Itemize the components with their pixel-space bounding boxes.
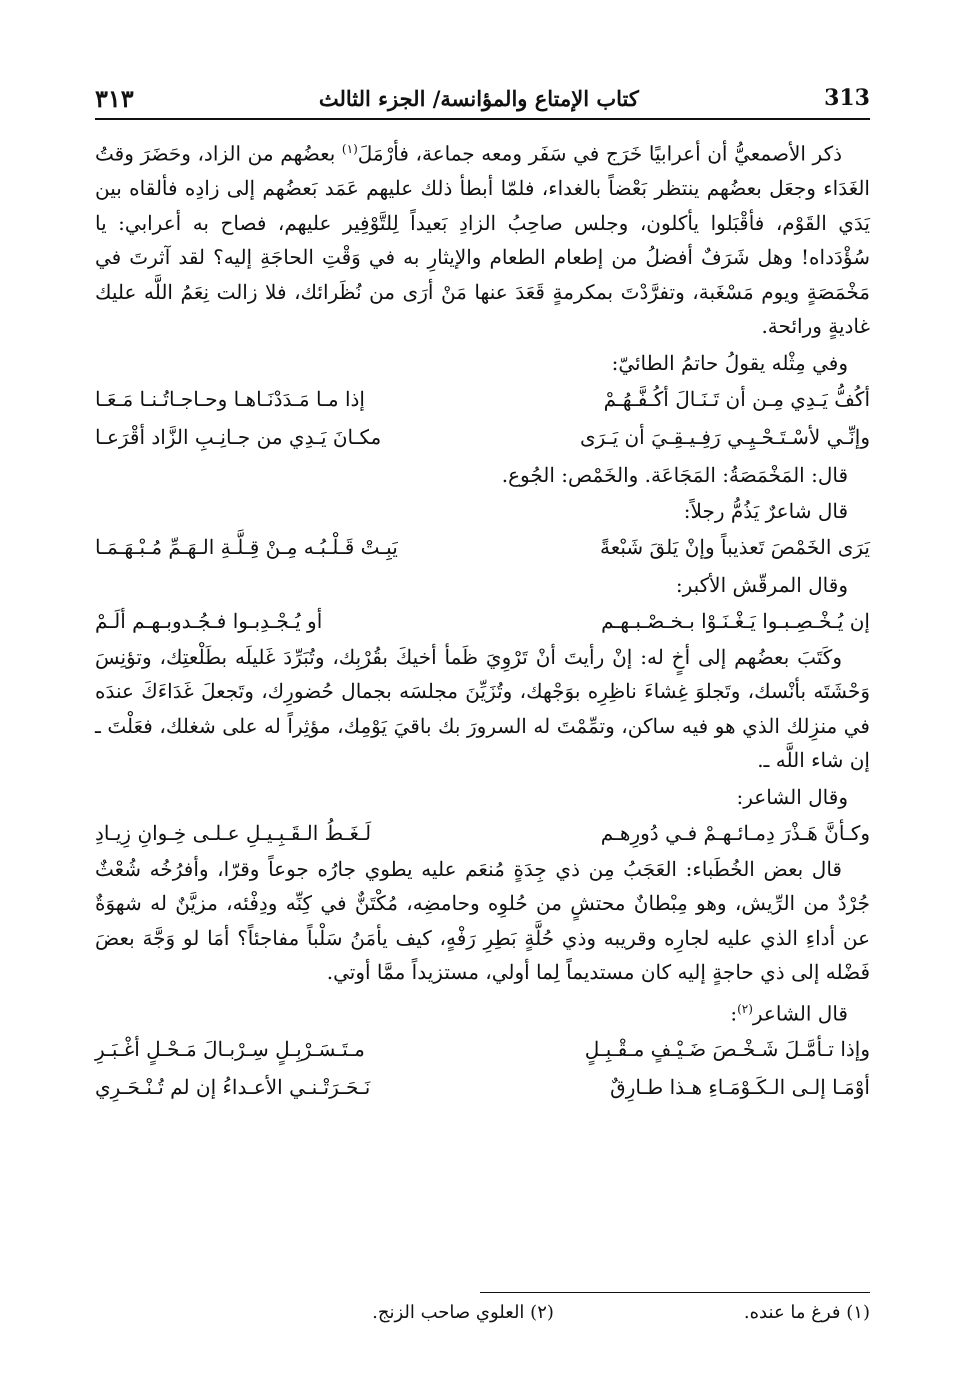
poet4-intro bbox=[95, 992, 870, 1031]
verse-hemistich-second: مكـانَ يَـدِي من جـانِـبِ الزَّاد أقْرَعـا bbox=[95, 424, 382, 449]
verse-hemistich-first: وكـأنَّ هَـذْرَ دِمـائـهـمْ فـي دُورِهـم bbox=[600, 820, 870, 845]
page-number-latin: 313 bbox=[824, 85, 870, 111]
verse-line bbox=[95, 1030, 870, 1068]
verse-hemistich-first: أكُفُّ يَـدِي مِـن أن تَـنَـالَ أكُـفَّـهُـمْ bbox=[603, 386, 870, 411]
footnote-2 bbox=[372, 1302, 554, 1323]
paragraph-asmai-text-a: ذكر الأصمعيُّ أن أعرابيًا خَرَج في سَفَر ومعه جماعة، فأرْمَلَ bbox=[357, 141, 842, 166]
page-number-arabic: ٣١٣ bbox=[95, 83, 134, 113]
paragraph-letter: وكَتَبَ بعضُهم إلى أخٍ له: إنْ رأيتَ أنْ تَرْوِيَ ظَمأ أخيكَ بقُرْبِك، وتُبَرِّدَ غَليلَه بطَلْعتِك، وتؤنِسَ وَحْشَتَه بأنْسك، وتَجلوَ غِشاءَ ناظِرِه بوَجْهك، وتُزَيِّنَ مجلسَه بجمال حُضورِك، وتَجعلَ غَدَاءَكَ عندَه في منزِلك الذي هو فيه ساكن، وتمِّمْتَ له السرورَ بك باقيَ يَوْمِك، مؤثِراً له على شغلك، فعَلْتَ ـ إن شاء اللَّه ـ. bbox=[95, 644, 870, 773]
book-title: كتاب الإمتاع والمؤانسة/ الجزء الثالث bbox=[318, 85, 639, 111]
running-header bbox=[95, 78, 870, 120]
footnote-text: فرغ ما عنده. bbox=[743, 1302, 841, 1323]
paragraph-khutaba: قال بعض الخُطَباء: العَجَبُ مِن ذي جِدَةٍ مُنعَم عليه يطوي جارُه جوعاً وقرّا، وأفرُخُه شُعْثٌ جُرْدٌ من الرِّيش، وهو مِبْطانٌ محتشٍ من حُلوِه وحامضِه، مُكْتَنٌّ في كِنِّه ودِفْئه، مزيَّنٌ له شهوَةٌ عن أداءِ الذي عليه لجارِه وقريبه وذي حُلَّةٍ بَطِرِ رَفْهٍ، كيف يأمَنُ سَلْباً مفاجئاً؟ أمَا لو وَجَّهَ بعضَ فَضْله إلى ذي حاجةٍ إليه كان مستديماً لِما أولي، مستزيداً ممَّا أوتي. bbox=[95, 856, 870, 985]
paragraph-asmai bbox=[95, 132, 870, 344]
verse-line bbox=[95, 602, 870, 640]
verse-hemistich-second: مـتَـسَـرْبِـلٍ سِـرْبـالَ مَـحْـلٍ أغْـبَـرِ bbox=[95, 1037, 365, 1062]
footnote-mark: (٢) bbox=[530, 1302, 554, 1323]
poet3-intro: وقال الشاعر: bbox=[736, 784, 848, 809]
verse-line bbox=[95, 380, 870, 418]
verse-line bbox=[95, 814, 870, 852]
gloss-line: قال: المَخْمَصَةُ: المَجَاعَة. والخَمْص: الجُوع. bbox=[501, 462, 848, 487]
footnote-mark: (١) bbox=[846, 1302, 870, 1323]
verse-hemistich-first: وإنِّـي لأسْـتَـحْـيِـي رَفِـيـقِـيَ أن يَـرَى bbox=[580, 424, 870, 449]
verse-hemistich-first: يَرَى الخَمْصَ تَعذيباً وإنْ يَلقَ شَبْعةً bbox=[599, 534, 870, 559]
verse-hemistich-first: إن يُـخْـصِـبـوا يَـغْـنَـوْا بـخـصْـبـهـم bbox=[601, 608, 870, 633]
poet4-intro-text: قال الشاعر bbox=[752, 1001, 848, 1026]
footnote-separator bbox=[480, 1292, 870, 1293]
muraqqish-intro: وقال المرقّش الأكبر: bbox=[675, 572, 848, 597]
verse-hemistich-second: لَـغَـطُ الـقَـبِـيـلِ عـلـى خِـوانِ زِيـادِ bbox=[95, 820, 372, 845]
poet2-intro: قال شاعرٌ يَذُمُّ رجلاً: bbox=[683, 498, 848, 523]
footnote-ref-1: (١) bbox=[341, 142, 358, 156]
hatim-intro: وفي مِثْله يقولُ حاتمُ الطائيّ: bbox=[611, 350, 848, 375]
verse-hemistich-second: أو يُـجْـدِبـوا فـجُـدوبـهـم ألَـمْ bbox=[95, 608, 323, 633]
verse-hemistich-second: نَـحَـرَتْـنـي الأعـداءُ إن لم تُـنْـحَـرِي bbox=[95, 1075, 371, 1100]
verse-hemistich-second: إذا مـا مَـدَدْنَـاهـا وحـاجـاتُـنـا مَـعَـا bbox=[95, 386, 365, 411]
paragraph-asmai-text-b: بعضُهم من الزاد، وحَضَرَ وقتُ الغَدَاء وجعَل بعضُهم ينتظر بَعْضاً بالغداء، فلمّا أبطأ ذلك عليهم عَمَد بَعضُهم إلى زادِه فألقاه بين يَدَي القَوْم، فأقْبَلوا يأكلون، وجلس صاحِبُ الزادِ بَعيداً لِلتَّوْفِير عليهم، فصاح به أعرابي: يا سُؤْدَداه! وهل شَرَفٌ أفضلُ من إطعام الطعام والإيثارِ به في وَقْتِ الحاجَةِ إليه؟ لقد آثرتَ في مَخْمَصَةٍ ويوم مَسْغَبة، وتفرَّدْتَ بمكرمةٍ قَعَدَ عنها مَنْ أرَى من نُظَرائك، فلا زالت نِعَمُ اللَّه عليك غاديةٍ ورائحة. bbox=[95, 141, 870, 339]
footnotes bbox=[95, 1302, 870, 1323]
verse-hemistich-first: أوْمَـا إلـى الـكَـوْمَـاءِ هـذا طـارِقٌ bbox=[610, 1075, 870, 1100]
footnote-ref-2: (٢) bbox=[737, 1001, 753, 1016]
verse-line bbox=[95, 418, 870, 456]
verse-hemistich-second: يَبِـتْ قَـلْـبُـه مِـنْ قِـلَّـةِ الـهَـمِّ مُـبْـهَـمَـا bbox=[95, 534, 398, 559]
poet4-intro-colon: : bbox=[730, 1001, 738, 1026]
footnote-1 bbox=[744, 1302, 870, 1323]
verse-line bbox=[95, 1068, 870, 1106]
verse-line bbox=[95, 528, 870, 566]
verse-hemistich-first: وإذا تـأمَّـلَ شَـخْـصَ ضَـيْـفٍ مـقْـبِـلٍ bbox=[584, 1037, 870, 1062]
page-body bbox=[95, 132, 870, 1106]
footnote-text: العلوي صاحب الزنج. bbox=[372, 1302, 525, 1323]
